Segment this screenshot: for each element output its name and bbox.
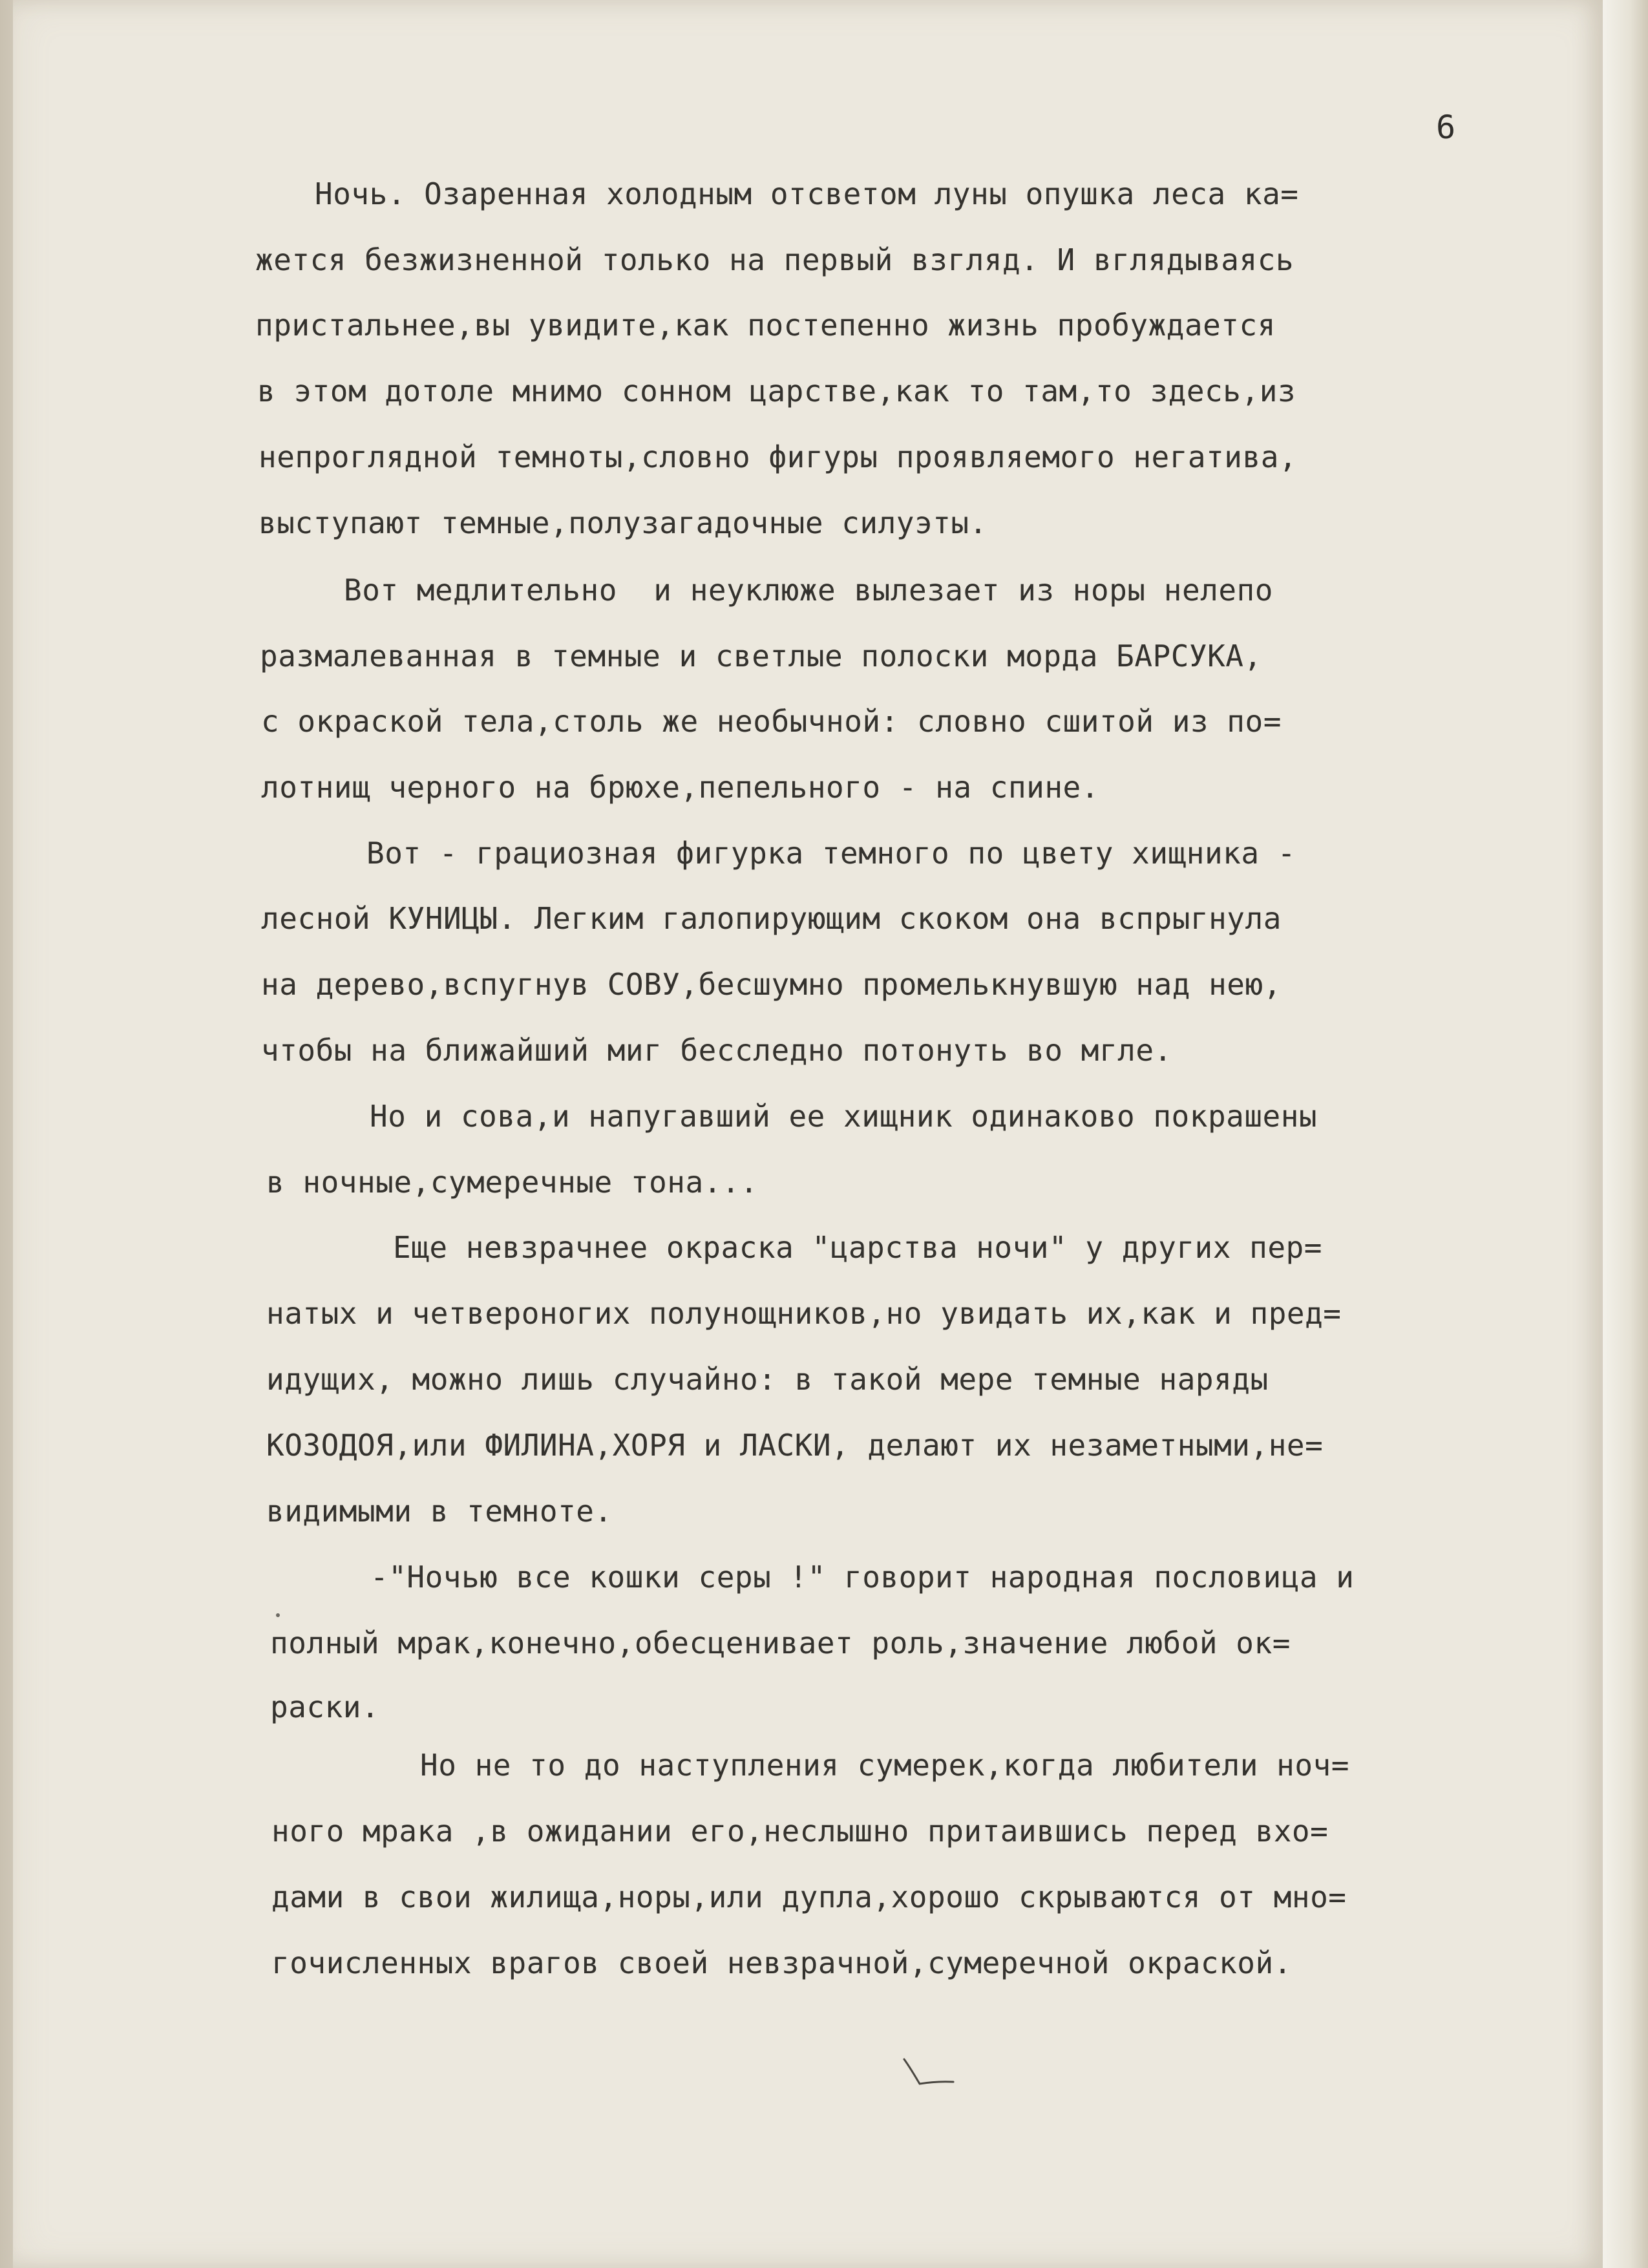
text-line: на дерево,вспугнув СОВУ,бесшумно промелькнувшую над нею, (261, 967, 1282, 1002)
text-line: видимыми в темноте. (266, 1494, 613, 1529)
text-line: с окраской тела,столь же необычной: словно сшитой из по= (261, 704, 1282, 739)
text-line: размалеванная в темные и светлые полоски морда БАРСУКА, (260, 639, 1262, 673)
text-line: Вот - грациозная фигурка темного по цвету хищника - (366, 836, 1296, 871)
text-line: раски. (270, 1690, 380, 1724)
text-line: ного мрака ,в ожидании его,неслышно притаившись перед вхо= (271, 1814, 1329, 1849)
text-line: выступают темные,полузагадочные силуэты. (259, 505, 988, 540)
text-line: в ночные,сумеречные тона... (266, 1165, 759, 1200)
text-line: Но не то до наступления сумерек,когда любители ноч= (420, 1748, 1349, 1783)
text-line: непроглядной темноты,словно фигуры проявляемого негатива, (259, 440, 1298, 474)
text-line: дами в свои жилища,норы,или дупла,хорошо скрываются от мно= (271, 1880, 1347, 1914)
ink-dot (276, 1613, 280, 1617)
text-line: Ночь. Озаренная холодным отсветом луны опушка леса ка= (315, 176, 1299, 211)
text-line: Но и сова,и напугавший ее хищник одинаково покрашены (370, 1099, 1318, 1134)
text-line: чтобы на ближайший миг бесследно потонуть во мгле. (261, 1033, 1172, 1068)
text-line: жется безжизненной только на первый взгляд. И вглядываясь (255, 242, 1294, 277)
text-line: Еще невзрачнее окраска "царства ночи" у других пер= (393, 1230, 1322, 1265)
paper-edge-strip (1603, 0, 1648, 2268)
text-line: полный мрак,конечно,обесценивает роль,значение любой ок= (270, 1626, 1291, 1660)
text-line: натых и четвероногих полунощников,но увидать их,как и пред= (266, 1296, 1342, 1331)
text-line: идущих, можно лишь случайно: в такой мере темные наряды (266, 1362, 1269, 1397)
text-line: лесной КУНИЦЫ. Легким галопирующим скоком она вспрыгнула (261, 901, 1282, 936)
text-line: гочисленных врагов своей невзрачной,сумеречной окраской. (271, 1945, 1292, 1980)
text-line: лотнищ черного на брюхе,пепельного - на спине. (261, 770, 1099, 805)
text-line: Вот медлительно и неуклюже вылезает из норы нелепо (344, 573, 1273, 608)
text-line: -"Ночью все кошки серы !" говорит народная пословица и (370, 1560, 1355, 1595)
page-number: 6 (1436, 109, 1457, 146)
text-line: в этом дотоле мнимо сонном царстве,как то там,то здесь,из (257, 374, 1296, 408)
pencil-tick-mark (902, 2055, 960, 2094)
text-line: пристальнее,вы увидите,как постепенно жизнь пробуждается (255, 308, 1276, 343)
text-line: КОЗОДОЯ,или ФИЛИНА,ХОРЯ и ЛАСКИ, делают их незаметными,не= (266, 1428, 1324, 1463)
